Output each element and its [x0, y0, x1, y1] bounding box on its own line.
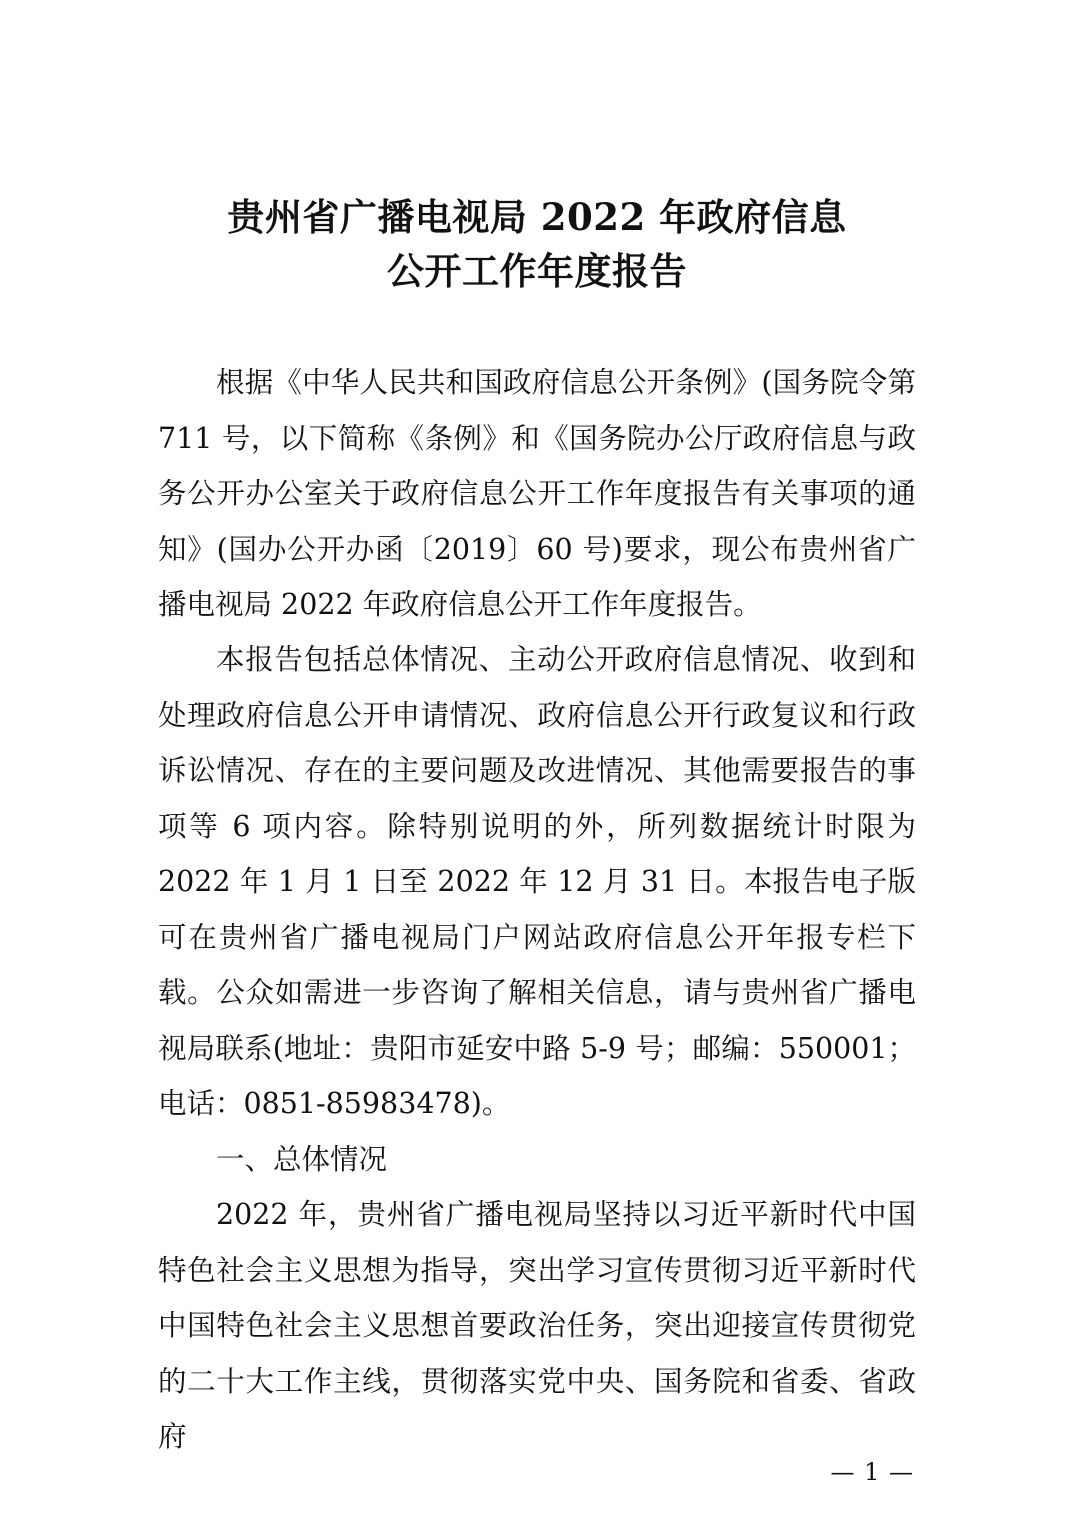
intro-paragraph: 根据《中华人民共和国政府信息公开条例》(国务院令第 711 号，以下简称《条例》和《国务院办公厅政府信息与政务公开办公室关于政府信息公开工作年度报告有关事项的通知》(国办公开办函〔2019〕60 号)要求，现公布贵州省广播电视局 2022 年政府信息公开工作年度报告。	[158, 366, 916, 621]
document-title-line-2: 公开工作年度报告	[387, 249, 687, 293]
document-title-line-1: 贵州省广播电视局 2022 年政府信息	[227, 195, 847, 239]
scope-paragraph: 本报告包括总体情况、主动公开政府信息情况、收到和处理政府信息公开申请情况、政府信息公开行政复议和行政诉讼情况、存在的主要问题及改进情况、其他需要报告的事项等 6 项内容。除特别说明的外，所列数据统计时限为 2022 年 1 月 1 日至 2022 年 12 月 31 日。本报告电子版可在贵州省广播电视局门户网站政府信息公开年报专栏下载。公众如需进一步咨询了解相关信息，请与贵州省广播电视局联系(地址：贵阳市延安中路 5-9 号；邮编：550001；电话：0851-85983478)。	[158, 643, 916, 1120]
section-heading-overview: 一、总体情况	[216, 1143, 388, 1176]
overview-paragraph: 2022 年，贵州省广播电视局坚持以习近平新时代中国特色社会主义思想为指导，突出学习宣传贯彻习近平新时代中国特色社会主义思想首要政治任务，突出迎接宣传贯彻党的二十大工作主线，贯彻落实党中央、国务院和省委、省政府	[158, 1198, 916, 1453]
page-number: — 1 —	[830, 1458, 914, 1486]
